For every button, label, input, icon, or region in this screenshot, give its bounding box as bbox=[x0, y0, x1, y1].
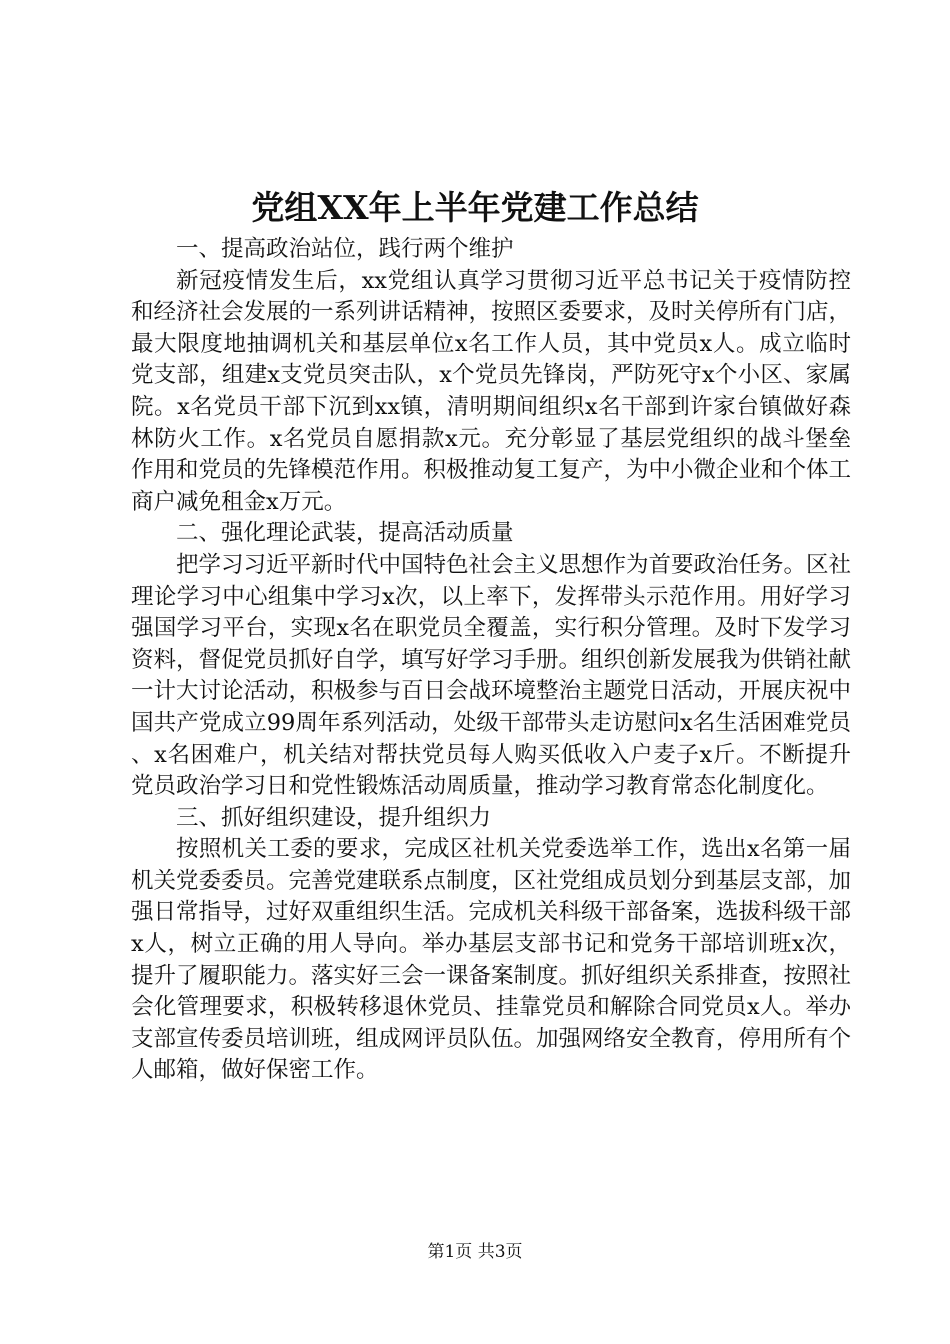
section-heading-3: 三、抓好组织建设，提升组织力 bbox=[176, 804, 492, 831]
document-title: 党组XX年上半年党建工作总结 bbox=[251, 188, 699, 227]
section-paragraph-1: 新冠疫情发生后，xx党组认真学习贯彻习近平总书记关于疫情防控和经济社会发展的一系列讲话精神，按照区委要求，及时关停所有门店，最大限度地抽调机关和基层单位x名工作人员，其中党员x人。成立临时党支部，组建x支党员突击队，x个党员先锋岗，严防死守x个小区、家属院。x名党员干部下沉到xx镇，清明期间组织x名干部到许家台镇做好森林防火工作。x名党员自愿捐款x元。充分彰显了基层党组织的战斗堡垒作用和党员的先锋模范作用。积极推动复工复产，为中小微企业和个体工商户减免租金x万元。 bbox=[131, 267, 852, 515]
section-paragraph-3: 按照机关工委的要求，完成区社机关党委选举工作，选出x名第一届机关党委委员。完善党建联系点制度，区社党组成员划分到基层支部，加强日常指导，过好双重组织生活。完成机关科级干部备案，选拔科级干部x人，树立正确的用人导向。举办基层支部书记和党务干部培训班x次，提升了履职能力。落实好三会一课备案制度。抓好组织关系排查，按照社会化管理要求，积极转移退休党员、挂靠党员和解除合同党员x人。举办支部宣传委员培训班，组成网评员队伍。加强网络安全教育，停用所有个人邮箱，做好保密工作。 bbox=[131, 836, 852, 1084]
section-heading-2: 二、强化理论武装，提高活动质量 bbox=[176, 520, 514, 547]
section-paragraph-2: 把学习习近平新时代中国特色社会主义思想作为首要政治任务。区社理论学习中心组集中学习x次，以上率下，发挥带头示范作用。用好学习强国学习平台，实现x名在职党员全覆盖，实行积分管理。及时下发学习资料，督促党员抓好自学，填写好学习手册。组织创新发展我为供销社献一计大讨论活动，积极参与百日会战环境整治主题党日活动，开展庆祝中国共产党成立99周年系列活动，处级干部带头走访慰问x名生活困难党员、x名困难户，机关结对帮扶党员每人购买低收入户麦子x斤。不断提升党员政治学习日和党性锻炼活动周质量，推动学习教育常态化制度化。 bbox=[131, 551, 852, 800]
document-body bbox=[131, 234, 851, 1087]
section-heading-1: 一、提高政治站位，践行两个维护 bbox=[176, 236, 514, 262]
page-footer: 第1页 共3页 bbox=[427, 1242, 523, 1262]
